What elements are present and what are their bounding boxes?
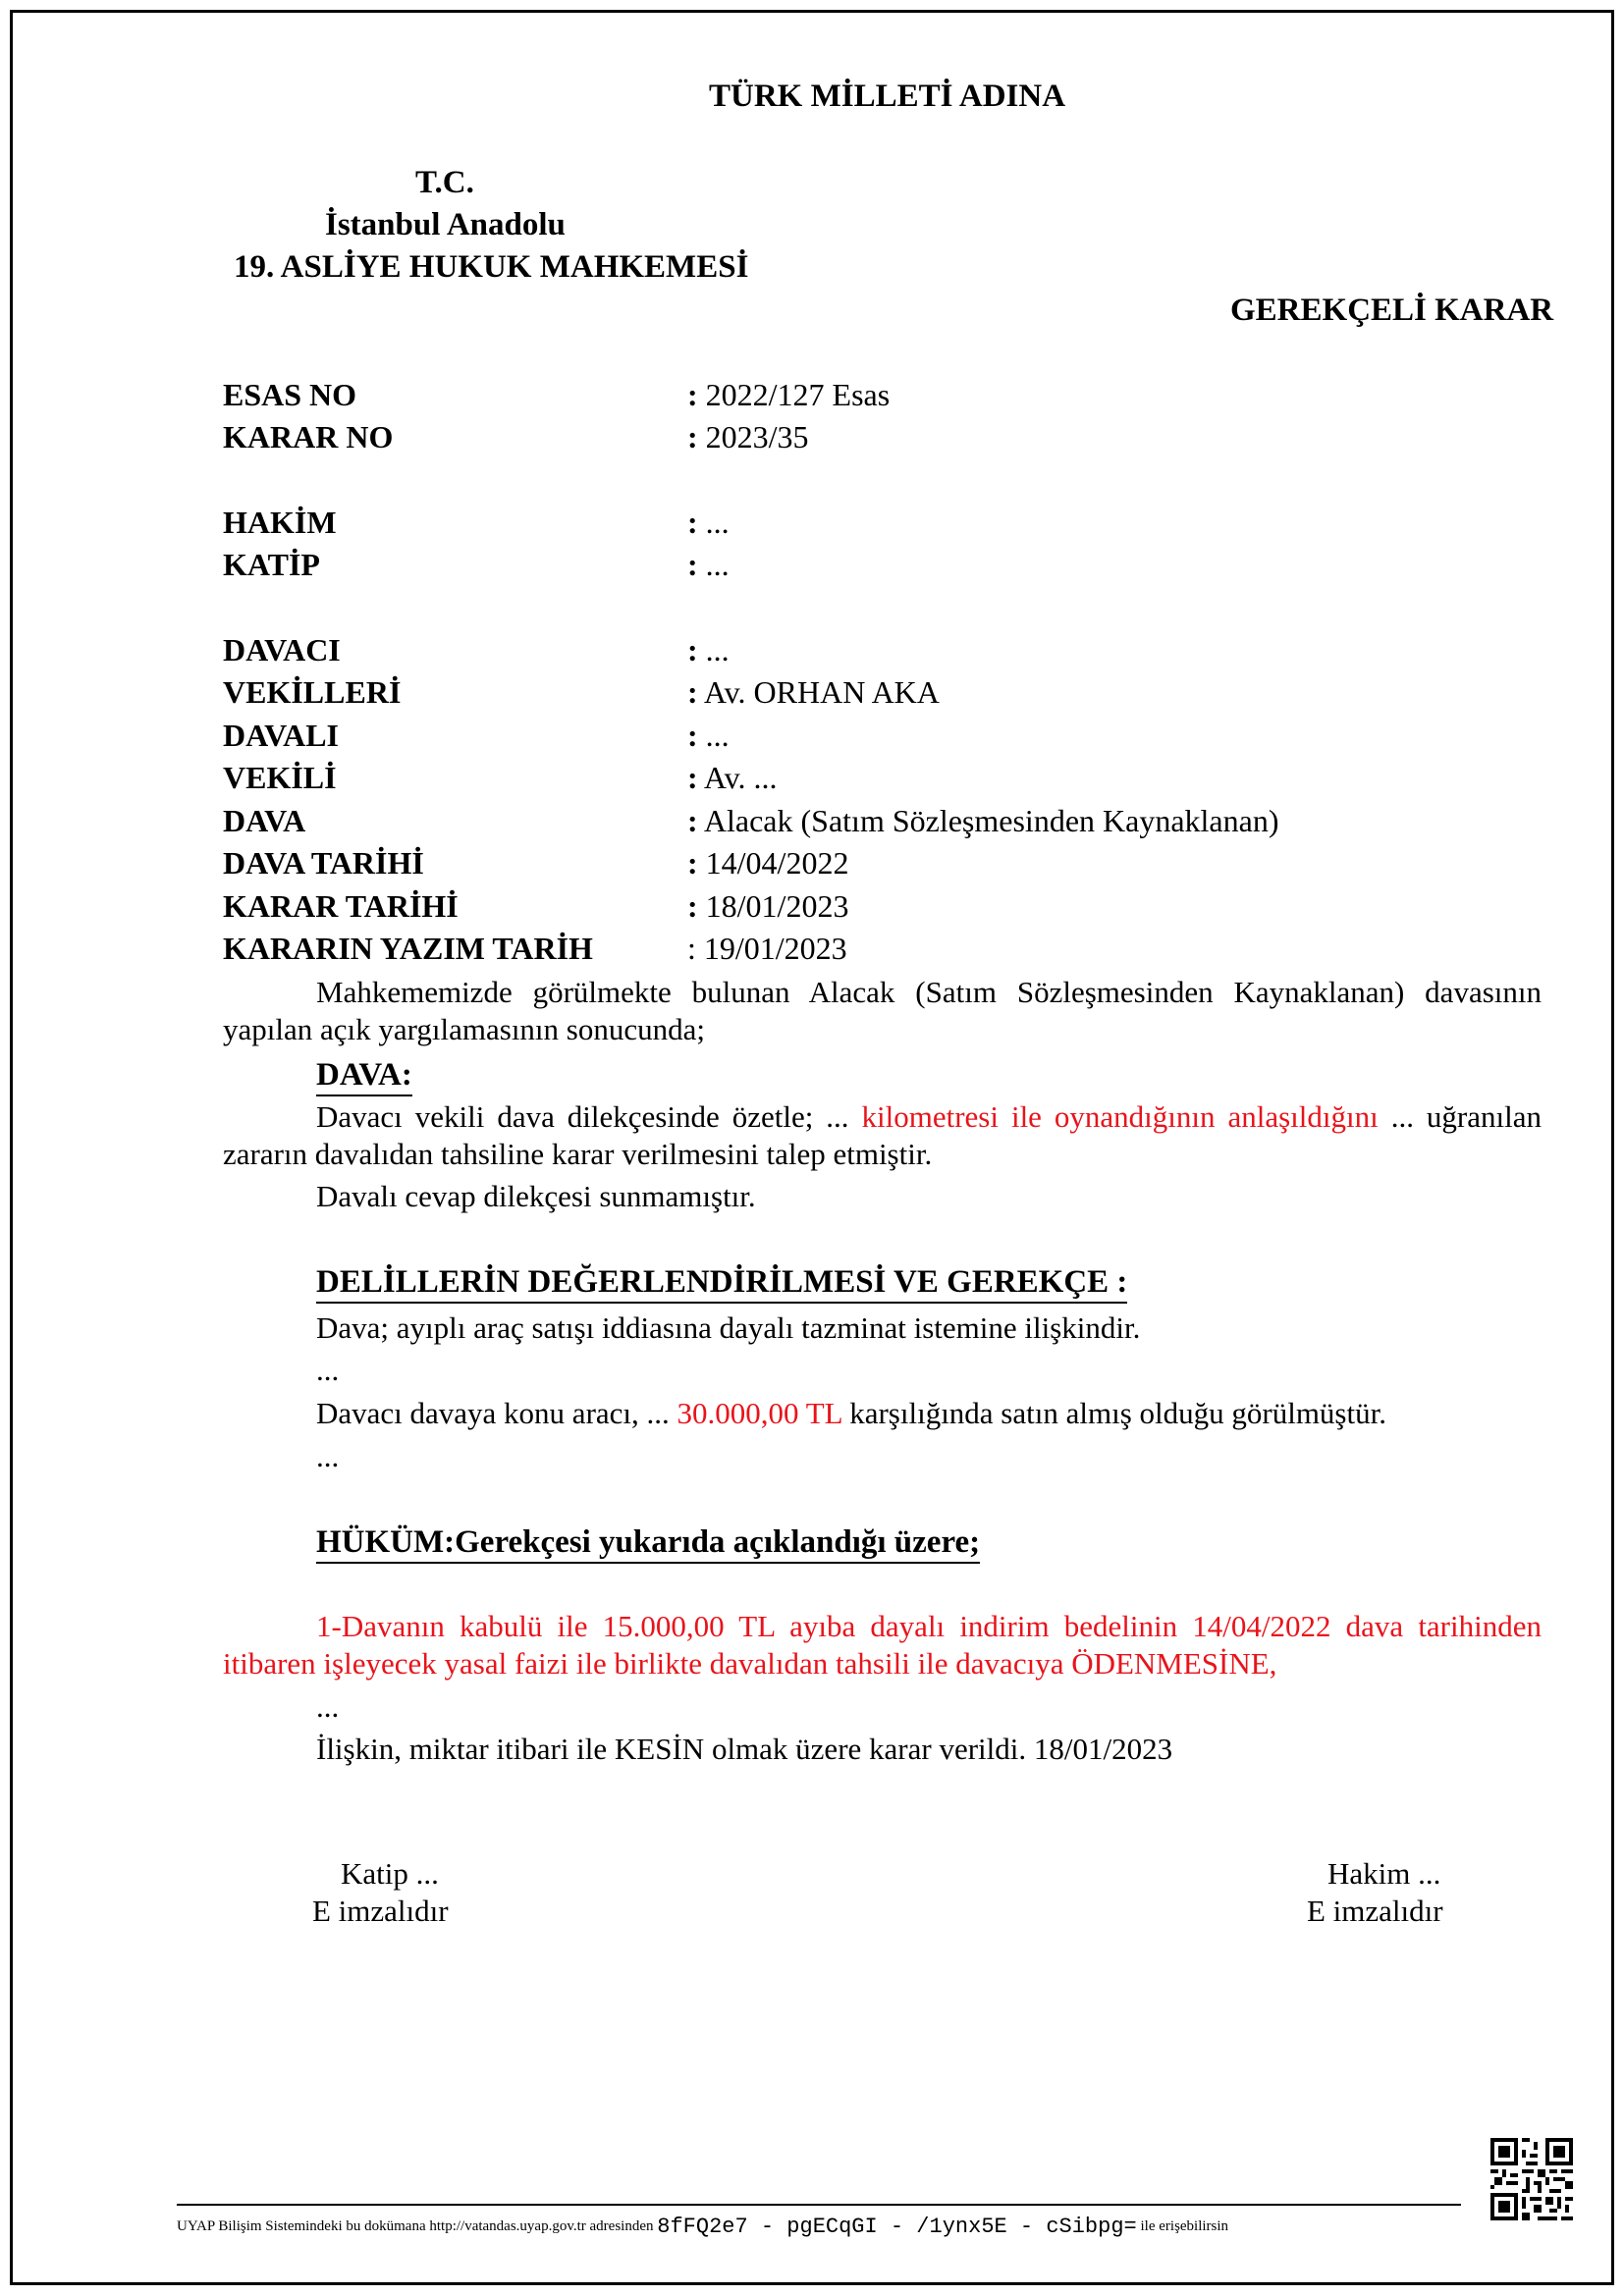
field-label-vekili: VEKİLİ bbox=[223, 760, 337, 795]
decision-type: GEREKÇELİ KARAR bbox=[1230, 293, 1554, 328]
field-value-davali: : ... bbox=[687, 718, 730, 753]
field-value-hakim: : ... bbox=[687, 505, 730, 540]
verification-code: 8fFQ2e7 - pgECqGI - /1ynx5E - cSibpg= bbox=[657, 2215, 1137, 2239]
dava-response-text: Davalı cevap dilekçesi sunmamıştır. bbox=[316, 1179, 756, 1213]
footer-note: UYAP Bilişim Sistemindeki bu dokümana http://vatandas.uyap.gov.tr adresinden 8fFQ2e7 - pgECqGI - /1ynx5E - cSibpg= ile erişebilirsin bbox=[177, 2215, 1229, 2239]
deliller-ellipsis-1: ... bbox=[316, 1353, 340, 1387]
field-label-davali: DAVALI bbox=[223, 718, 339, 753]
field-value-karar-no: : 2023/35 bbox=[687, 419, 809, 454]
deliller-text-1: Dava; ayıplı araç satışı iddiasına dayalı tazminat istemine ilişkindir. bbox=[316, 1310, 1141, 1345]
field-value-dava: : Alacak (Satım Sözleşmesinden Kaynaklanan) bbox=[687, 803, 1279, 838]
qr-code-icon bbox=[1490, 2138, 1573, 2220]
field-value-dava-tarihi: : 14/04/2022 bbox=[687, 845, 849, 881]
intro-paragraph: Mahkememizde görülmekte bulunan Alacak (Satım Sözleşmesinden Kaynaklanan) davasının yapılan açık yargılamasının sonucunda; bbox=[223, 975, 1542, 1046]
highlight-amount: 30.000,00 TL bbox=[677, 1396, 842, 1430]
dava-paragraph: Davacı vekili dava dilekçesinde özetle; ... kilometresi ile oynandığının anlaşıldığını ... uğranılan zararın davalıdan tahsiline karar verilmesini talep etmiştir. bbox=[223, 1099, 1542, 1171]
field-label-davaci: DAVACI bbox=[223, 632, 341, 667]
field-label-hakim: HAKİM bbox=[223, 505, 337, 540]
city-label: İstanbul Anadolu bbox=[325, 207, 566, 242]
highlight-text: kilometresi ile oynandığının anlaşıldığını bbox=[861, 1099, 1379, 1134]
field-value-vekili: : Av. ... bbox=[687, 760, 778, 795]
field-label-karar-tarihi: KARAR TARİHİ bbox=[223, 888, 459, 924]
tc-label: T.C. bbox=[415, 165, 474, 200]
hukum-closing: İlişkin, miktar itibari ile KESİN olmak üzere karar verildi. 18/01/2023 bbox=[316, 1732, 1173, 1766]
signature-left-name: Katip ... bbox=[341, 1856, 439, 1891]
field-label-karar-no: KARAR NO bbox=[223, 419, 394, 454]
field-label-vekilleri: VEKİLLERİ bbox=[223, 674, 402, 710]
footer-divider bbox=[177, 2204, 1461, 2206]
field-value-davaci: : ... bbox=[687, 632, 730, 667]
deliller-heading: DELİLLERİN DEĞERLENDİRİLMESİ VE GEREKÇE : bbox=[316, 1262, 1127, 1302]
hukum-heading: HÜKÜM:Gerekçesi yukarıda açıklandığı üzere; bbox=[316, 1522, 980, 1562]
deliller-text-2: Davacı davaya konu aracı, ... 30.000,00 TL karşılığında satın almış olduğu görülmüştür. bbox=[316, 1396, 1386, 1430]
field-value-katip: : ... bbox=[687, 547, 730, 582]
field-label-dava: DAVA bbox=[223, 803, 306, 838]
dava-heading: DAVA: bbox=[316, 1055, 412, 1095]
field-value-vekilleri: : Av. ORHAN AKA bbox=[687, 674, 940, 710]
signature-left-esign: E imzalıdır bbox=[312, 1894, 449, 1928]
field-value-karar-tarihi: : 18/01/2023 bbox=[687, 888, 849, 924]
court-name: 19. ASLİYE HUKUK MAHKEMESİ bbox=[234, 249, 749, 285]
hukum-item-1: 1-Davanın kabulü ile 15.000,00 TL ayıba dayalı indirim bedelinin 14/04/2022 dava tarihinden itibaren işleyecek yasal faizi ile birlikte davalıdan tahsili ile davacıya ÖDENMESİNE, bbox=[223, 1609, 1542, 1681]
field-label-dava-tarihi: DAVA TARİHİ bbox=[223, 845, 424, 881]
deliller-ellipsis-2: ... bbox=[316, 1439, 340, 1473]
field-value-esas-no: : 2022/127 Esas bbox=[687, 377, 891, 412]
signature-right-esign: E imzalıdır bbox=[1307, 1894, 1443, 1928]
field-value-yazim-tarihi: : 19/01/2023 bbox=[687, 931, 847, 966]
field-label-yazim-tarihi: KARARIN YAZIM TARİH bbox=[223, 931, 593, 966]
hukum-ellipsis: ... bbox=[316, 1689, 340, 1724]
signature-right-name: Hakim ... bbox=[1327, 1856, 1441, 1891]
field-label-esas-no: ESAS NO bbox=[223, 377, 357, 412]
nation-heading: TÜRK MİLLETİ ADINA bbox=[709, 79, 1066, 114]
field-label-katip: KATİP bbox=[223, 547, 320, 582]
